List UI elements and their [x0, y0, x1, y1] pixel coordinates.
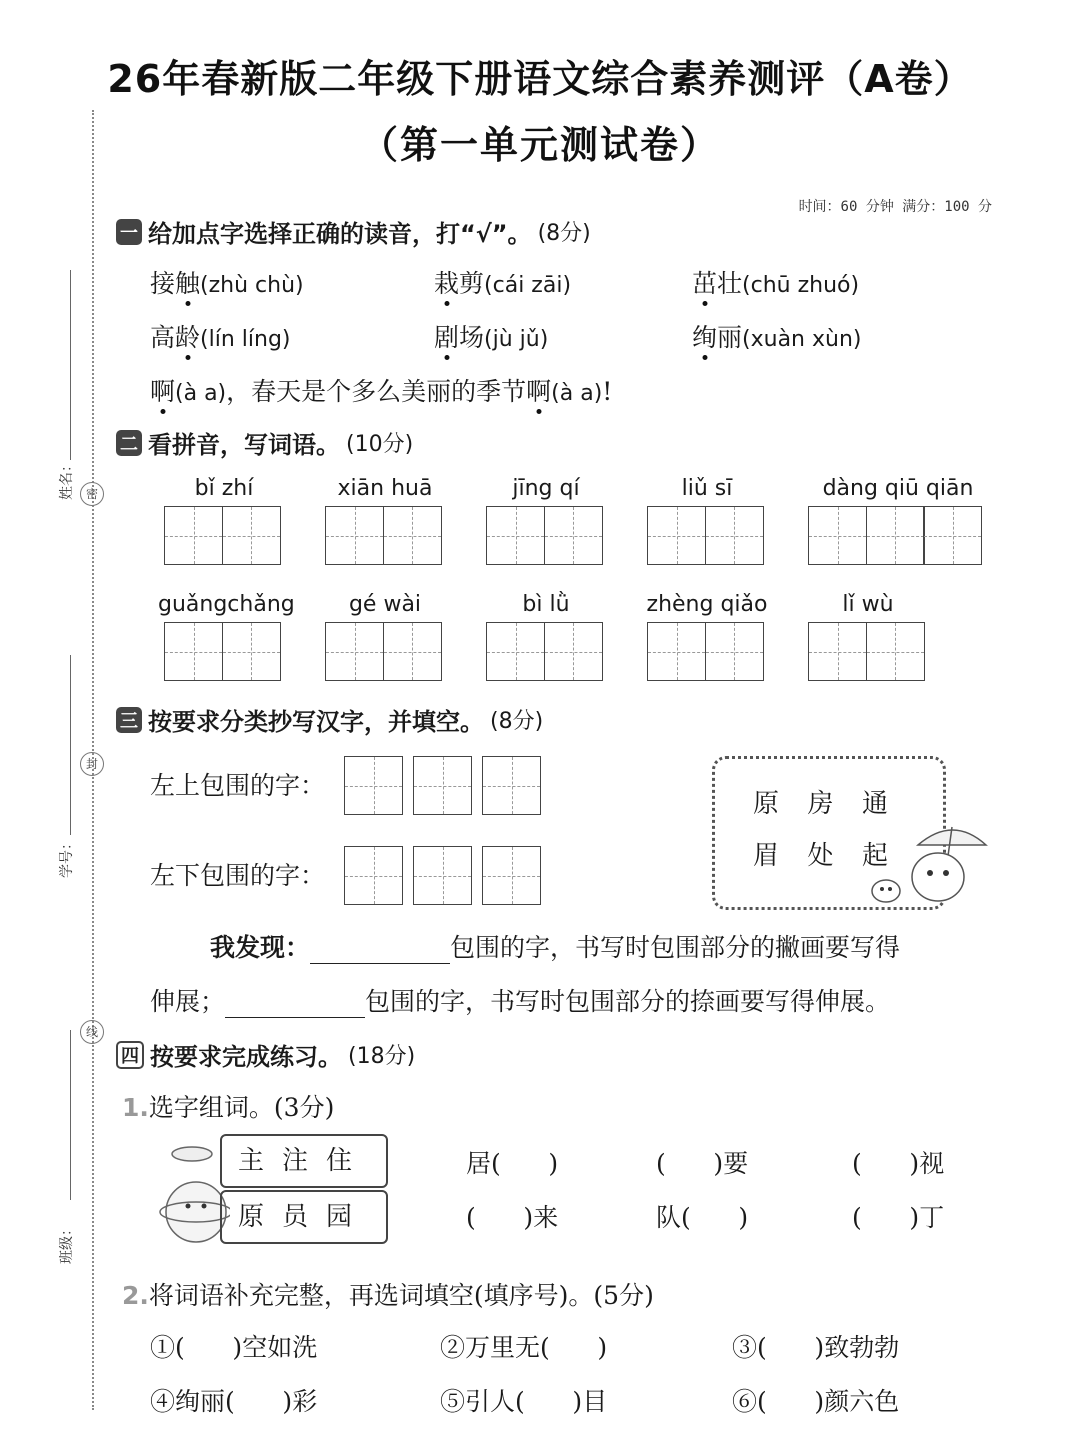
write-grid-9[interactable]: [647, 622, 762, 681]
section1-title: 给加点字选择正确的读音，打“√”。: [148, 220, 532, 248]
cartoon-umbrella-icon: [858, 815, 988, 915]
s1-item-2[interactable]: 栽剪(cái zāi): [434, 269, 572, 298]
id-label: 学号：: [59, 836, 75, 878]
s3-row1-label: 左上包围的字：: [150, 771, 326, 800]
s1-item-6[interactable]: 绚丽(xuàn xùn): [692, 323, 862, 352]
q1-blank-4[interactable]: ( )来: [466, 1203, 559, 1232]
pinyin-5: dàng qiū qiān: [822, 476, 974, 501]
section4-score: (18分): [348, 1044, 416, 1069]
q2-item-4[interactable]: ④绚丽( )彩: [150, 1387, 318, 1416]
q2-item-6[interactable]: ⑥( )颜六色: [732, 1387, 900, 1416]
write-grid-1[interactable]: [164, 506, 279, 565]
chars-line1: 原 房 通: [753, 789, 893, 819]
q1-choices-2: 原员园: [220, 1190, 388, 1244]
section2-score: (10分): [346, 432, 414, 457]
section2-title: 看拼音，写词语。: [148, 431, 340, 459]
pinyin-2: xiān huā: [337, 476, 433, 501]
write-grid-3[interactable]: [486, 506, 601, 565]
chars-line2: 眉 处 起: [753, 841, 893, 871]
section4-number: 四: [116, 1041, 144, 1069]
s1-item-1[interactable]: 接触(zhù chù): [150, 269, 304, 298]
section4-heading: [116, 1037, 415, 1072]
pinyin-3: jīng qí: [512, 476, 580, 501]
section3-number: 三: [116, 707, 142, 733]
write-grid-6[interactable]: [164, 622, 279, 681]
q1-blank-3[interactable]: ( )视: [852, 1149, 945, 1178]
seal-char-mi: 密: [80, 482, 104, 506]
section1-score: (8分): [537, 221, 591, 246]
section1-heading: [116, 214, 591, 249]
pinyin-9: zhèng qiǎo: [646, 592, 768, 617]
s3-row1-grid[interactable]: [344, 756, 540, 815]
section3-heading: [116, 702, 543, 737]
q2-item-3[interactable]: ③( )致勃勃: [732, 1333, 900, 1362]
q1-blank-1[interactable]: 居( ): [466, 1149, 559, 1178]
page-subtitle: （第一单元测试卷）: [359, 123, 720, 167]
write-grid-5[interactable]: [808, 506, 981, 565]
q1-choices-1: 主注住: [220, 1134, 388, 1188]
s3-discover-line1[interactable]: 我发现： 包围的字，书写时包围部分的撇画要写得: [210, 933, 901, 962]
pinyin-6: guǎngchǎng: [158, 592, 295, 617]
seal-char-xian: 线: [80, 1020, 104, 1044]
pinyin-10: lǐ wù: [842, 592, 894, 617]
page-title: 26年春新版二年级下册语文综合素养测评（A卷）: [107, 57, 973, 101]
write-grid-8[interactable]: [486, 622, 601, 681]
s1-item-4[interactable]: 高龄(lín líng): [150, 323, 291, 352]
write-grid-2[interactable]: [325, 506, 440, 565]
q2-heading: 2.将词语补充完整，再选词填空(填序号)。(5分): [122, 1281, 654, 1310]
section4-title: 按要求完成练习。: [150, 1043, 342, 1071]
pinyin-1: bǐ zhí: [194, 476, 254, 501]
pinyin-7: gé wài: [348, 592, 422, 617]
section2-heading: [116, 425, 413, 460]
q2-item-2[interactable]: ②万里无( ): [440, 1333, 608, 1362]
write-grid-4[interactable]: [647, 506, 762, 565]
name-write-line: [70, 270, 71, 460]
q2-item-1[interactable]: ①( )空如洗: [150, 1333, 318, 1362]
id-write-line: [70, 655, 71, 835]
pinyin-4: liǔ sī: [681, 476, 733, 501]
s3-discover-line2[interactable]: 伸展； 包围的字，书写时包围部分的捺画要写得伸展。: [150, 987, 891, 1016]
section3-title: 按要求分类抄写汉字，并填空。: [148, 708, 484, 736]
s1-sentence[interactable]: 啊(à a)，春天是个多么美丽的季节啊(à a)!: [150, 377, 613, 406]
seal-char-feng: 封: [80, 752, 104, 776]
q1-blank-5[interactable]: 队( ): [656, 1203, 749, 1232]
section1-number: 一: [116, 219, 142, 245]
name-label: 姓名：: [59, 458, 75, 500]
q1-blank-6[interactable]: ( )丁: [852, 1203, 945, 1232]
class-write-line: [70, 1030, 71, 1200]
q1-heading: 1.选字组词。(3分): [122, 1093, 335, 1122]
s1-item-5[interactable]: 剧场(jù jǔ): [434, 323, 549, 352]
section2-number: 二: [116, 430, 142, 456]
write-grid-10[interactable]: [808, 622, 923, 681]
exam-meta: 时间：60 分钟 满分：100 分: [798, 199, 992, 215]
class-label: 班级：: [59, 1222, 75, 1264]
s3-row2-label: 左下包围的字：: [150, 861, 326, 890]
section3-score: (8分): [490, 709, 544, 734]
s1-item-3[interactable]: 茁壮(chū zhuó): [692, 269, 860, 298]
q1-blank-2[interactable]: ( )要: [656, 1149, 749, 1178]
q2-item-5[interactable]: ⑤引人( )目: [440, 1387, 608, 1416]
s3-row2-grid[interactable]: [344, 846, 540, 905]
write-grid-7[interactable]: [325, 622, 440, 681]
pinyin-8: bì lǜ: [522, 592, 570, 617]
